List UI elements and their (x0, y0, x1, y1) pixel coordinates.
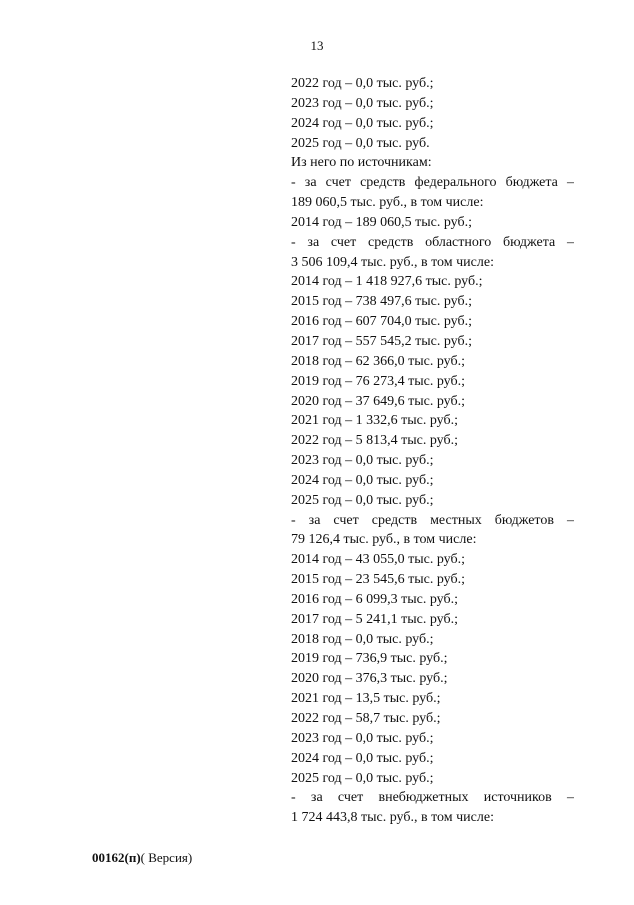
text-line: 2024 год – 0,0 тыс. руб.; (291, 115, 434, 131)
text-line: 2014 год – 1 418 927,6 тыс. руб.; (291, 274, 483, 290)
text-line: 2014 год – 43 055,0 тыс. руб.; (291, 552, 465, 568)
funding-source-line: - за счет внебюджетных источников – (291, 790, 574, 806)
text-line: 2023 год – 0,0 тыс. руб.; (291, 453, 434, 469)
text-line: 2022 год – 58,7 тыс. руб.; (291, 711, 441, 726)
text-line: 1 724 443,8 тыс. руб., в том числе: (291, 810, 494, 826)
text-line: 2016 год – 6 099,3 тыс. руб.; (291, 591, 458, 607)
text-line: 2016 год – 607 704,0 тыс. руб.; (291, 314, 472, 330)
text-line: 2025 год – 0,0 тыс. руб.; (291, 492, 434, 508)
text-line: 2025 год – 0,0 тыс. руб. (291, 135, 430, 151)
page-number: 13 (310, 38, 324, 53)
document-footer (92, 850, 192, 866)
text-line: 2020 год – 37 649,6 тыс. руб.; (291, 393, 465, 409)
text-line: 2021 год – 1 332,6 тыс. руб.; (291, 413, 458, 429)
funding-source-line: - за счет средств федерального бюджета – (291, 175, 574, 191)
text-line: 2024 год – 0,0 тыс. руб.; (291, 750, 434, 766)
text-line: 2019 год – 76 273,4 тыс. руб.; (291, 373, 465, 389)
text-line: 2017 год – 5 241,1 тыс. руб.; (291, 611, 458, 627)
text-line: 2020 год – 376,3 тыс. руб.; (291, 671, 448, 687)
text-line: Из него по источникам: (291, 155, 432, 171)
document-code: 00162(п) (92, 850, 141, 865)
text-line: 2023 год – 0,0 тыс. руб.; (291, 730, 434, 746)
text-line: 2021 год – 13,5 тыс. руб.; (291, 691, 441, 707)
funding-text-column (291, 74, 574, 828)
document-version: ( Версия) (140, 850, 193, 865)
funding-source-line: - за счет средств областного бюджета – (291, 234, 574, 250)
text-line: 2018 год – 62 366,0 тыс. руб.; (291, 353, 465, 369)
text-line: 2022 год – 0,0 тыс. руб.; (291, 76, 434, 91)
text-line: 2019 год – 736,9 тыс. руб.; (291, 651, 448, 667)
text-line: 79 126,4 тыс. руб., в том числе: (291, 532, 477, 548)
text-line: 2023 год – 0,0 тыс. руб.; (291, 95, 434, 111)
text-line: 2025 год – 0,0 тыс. руб.; (291, 770, 434, 786)
text-line: 3 506 109,4 тыс. руб., в том числе: (291, 254, 494, 270)
text-line: 2024 год – 0,0 тыс. руб.; (291, 472, 434, 488)
text-line: 2015 год – 738 497,6 тыс. руб.; (291, 294, 472, 310)
text-line: 2018 год – 0,0 тыс. руб.; (291, 631, 434, 647)
text-line: 2014 год – 189 060,5 тыс. руб.; (291, 214, 472, 230)
text-line: 2022 год – 5 813,4 тыс. руб.; (291, 433, 458, 449)
text-line: 2015 год – 23 545,6 тыс. руб.; (291, 572, 465, 588)
text-line: 2017 год – 557 545,2 тыс. руб.; (291, 333, 472, 349)
text-line: 189 060,5 тыс. руб., в том числе: (291, 195, 484, 211)
funding-source-line: - за счет средств местных бюджетов – (291, 512, 574, 528)
